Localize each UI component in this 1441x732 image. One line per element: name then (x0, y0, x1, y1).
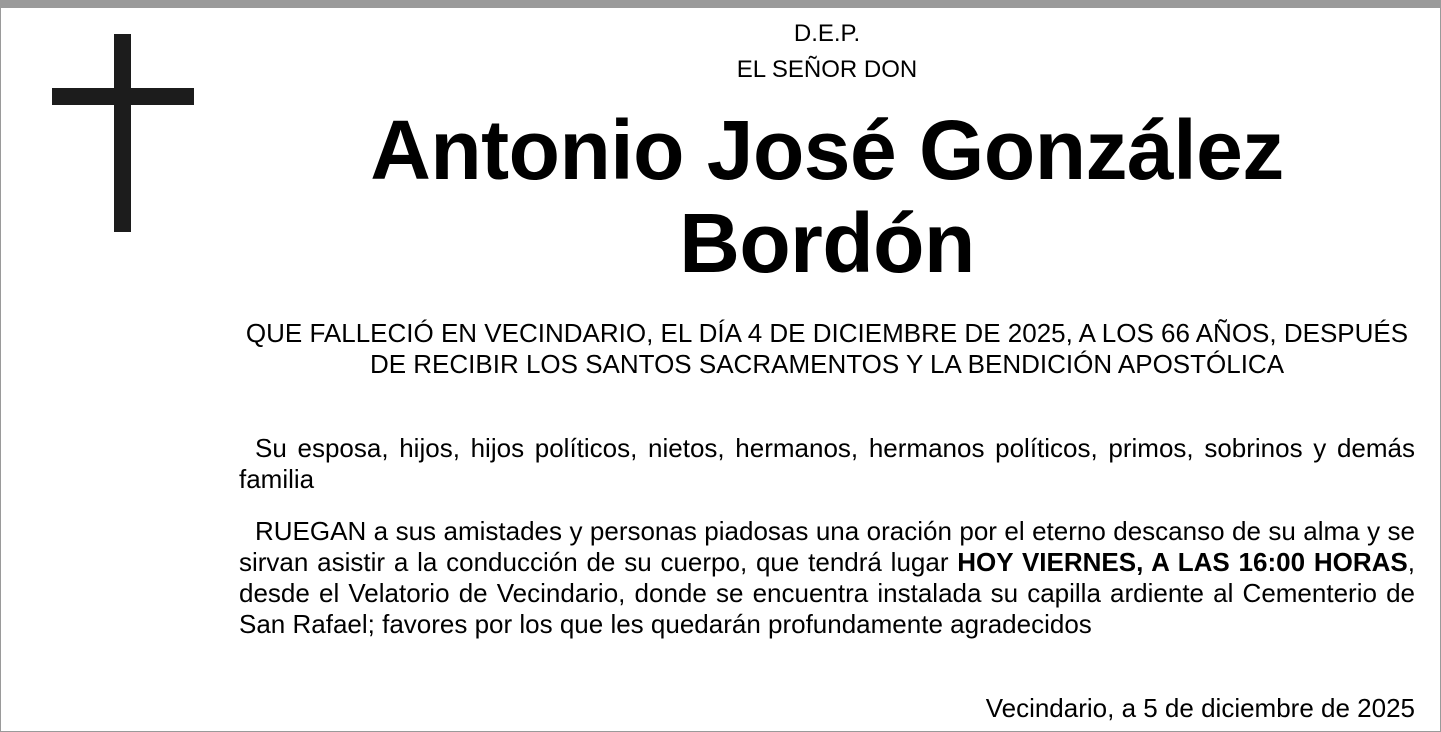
deceased-name (231, 104, 1423, 290)
dep-heading: D.E.P. (793, 20, 861, 47)
cross-vertical-bar (114, 34, 131, 232)
request-text-start: RUEGAN a sus amistades y personas piadosas una oración por el eterno descanso de su alma y se sirvan asistir a la conducción de su cuerpo, que tendrá lugar (239, 516, 1415, 577)
cross-icon (52, 34, 194, 232)
death-statement: QUE FALLECIÓ EN VECINDARIO, EL DÍA 4 DE DICIEMBRE DE 2025, A LOS 66 AÑOS, DESPUÉS DE RECIBIR LOS SANTOS SACRAMENTOS Y LA BENDICIÓN APOSTÓLICA (245, 318, 1409, 379)
place-and-date: Vecindario, a 5 de diciembre de 2025 (985, 693, 1415, 723)
deceased-name-line1: Antonio José González (370, 103, 1284, 197)
honorific: EL SEÑOR DON (736, 56, 918, 83)
request-text-end: , desde el Velatorio de Vecindario, donde se encuentra instalada su capilla ardiente al Cementerio de San Rafael; favores por los que les quedarán profundamente agradecidos (239, 547, 1415, 639)
cross-horizontal-bar (52, 88, 194, 105)
family-paragraph: Su esposa, hijos, hijos políticos, nietos, hermanos, hermanos políticos, primos, sobrinos y demás familia (239, 433, 1415, 494)
request-paragraph (239, 516, 1415, 640)
funeral-time: HOY VIERNES, A LAS 16:00 HORAS (957, 547, 1408, 577)
deceased-name-line2: Bordón (679, 196, 975, 290)
